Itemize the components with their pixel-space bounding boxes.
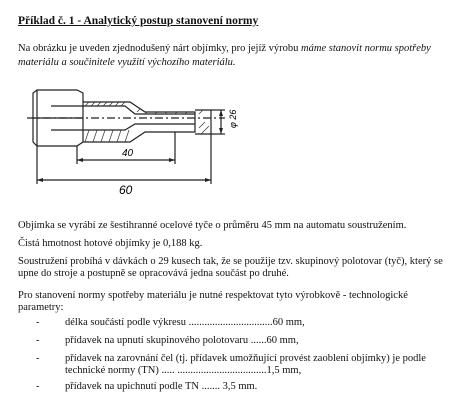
- dim-label-40: 40: [122, 148, 134, 159]
- intro-text: Na obrázku je uveden zjednodušený nárt objímky, pro jejíž výrobu: [18, 43, 302, 54]
- dim-label-60: 60: [119, 183, 133, 197]
- intro-paragraph: [18, 42, 443, 70]
- paragraph-batch: Soustružení probíhá v dávkách o 29 kusech tak, že se použije tzv. skupinový polotovar (tyč), který se upne do stroje a postupně se opracovává jedna součást po druhé.: [18, 256, 443, 279]
- paragraph-parameters: Pro stanovení normy spotřeby materiálu je nutné respektovat tyto výrobkově - technologické parametry:: [18, 290, 408, 313]
- paragraph-net-weight: Čistá hmotnost hotové objímky je 0,188 kg.: [18, 238, 203, 249]
- intro-italic-text: máme stanovit normu spotřeby materiálu a součinitele využití výchozího materiálu.: [18, 43, 431, 68]
- paragraph-material: Objímka se vyrábí ze šestihranné ocelové tyče o průměru 45 mm na automatu soustružením.: [18, 220, 407, 231]
- part-sketch: [25, 80, 250, 198]
- dim-label-diameter: φ 26: [228, 109, 238, 128]
- example-title: Příklad č. 1 - Analytický postup stanovení normy: [18, 15, 259, 27]
